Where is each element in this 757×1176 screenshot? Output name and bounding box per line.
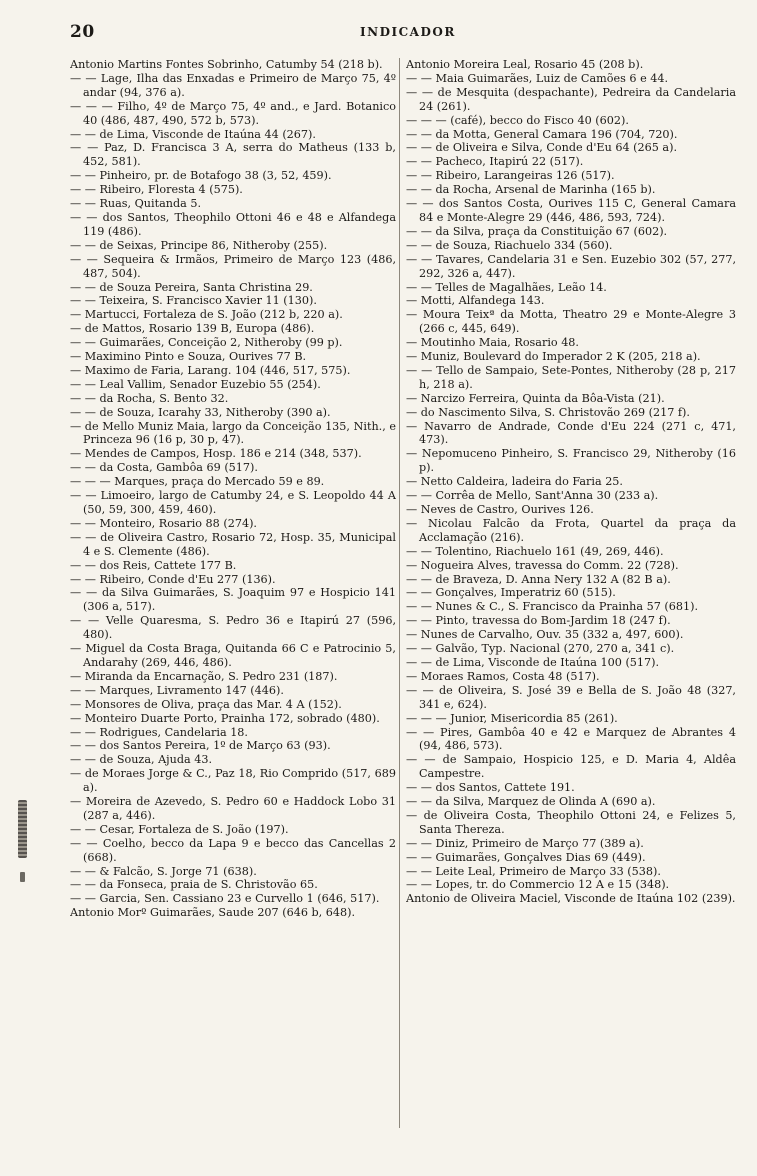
directory-entry: — — de Souza Pereira, Santa Christina 29. [70,280,313,294]
directory-entry: — — de Souza, Riachuelo 334 (560). [406,238,613,252]
directory-entry: Antonio Moreira Leal, Rosario 45 (208 b). [406,58,644,71]
directory-entry: — Monsores de Oliva, praça das Mar. 4 A (152). [70,697,342,711]
directory-entry: — — Velle Quaresma, S. Pedro 36 e Itapirú 27 (596, 480). [70,614,396,642]
directory-entry: — Narcizo Ferreira, Quinta da Bôa-Vista (21). [406,391,665,405]
directory-entry: — Nepomuceno Pinheiro, S. Francisco 29, Nitheroby (16 p). [406,447,736,475]
directory-entry: — Neves de Castro, Ourives 126. [406,503,594,516]
directory-entry: Antonio Morº Guimarães, Saude 207 (646 b, 648). [70,906,356,920]
directory-entry: — — — Marques, praça do Mercado 59 e 89. [70,475,325,489]
directory-entry: — — de Braveza, D. Anna Nery 132 A (82 B a). [406,572,671,586]
directory-entry: — — Cesar, Fortaleza de S. João (197). [70,822,289,836]
directory-entry: — — de Souza, Ajuda 43. [70,753,213,767]
directory-entry: — Navarro de Andrade, Conde d'Eu 224 (271 c, 471, 473). [406,419,736,447]
directory-entry: — — da Fonseca, praia de S. Christovão 65. [70,878,318,892]
directory-entry: — — Telles de Magalhães, Leão 14. [406,280,607,294]
directory-entry: — — Leite Leal, Primeiro de Março 33 (538). [406,864,661,878]
directory-entry: — de Mello Muniz Maia, largo da Conceição 135, Nith., e Princeza 96 (16 p, 30 p, 47). [70,419,396,447]
directory-entry: — Nicolau Falcão da Frota, Quartel da praça da Acclamação (216). [406,516,736,544]
directory-entry: — Miranda da Encarnação, S. Pedro 231 (187). [70,669,338,683]
directory-entry: — — Pinto, travessa do Bom-Jardim 18 (247 f). [406,614,671,628]
directory-entry: — Mendes de Campos, Hosp. 186 e 214 (348, 537). [70,447,362,461]
directory-entry: — Netto Caldeira, ladeira do Faria 25. [406,475,623,489]
directory-entry: — — da Motta, General Camara 196 (704, 720). [406,127,678,141]
directory-entry: — — dos Santos Pereira, 1º de Março 63 (93). [70,739,331,753]
directory-entry: — — Ribeiro, Conde d'Eu 277 (136). [70,572,276,586]
directory-entry: — — de Souza, Icarahy 33, Nitheroby (390 a). [70,405,331,419]
directory-entry: — — Corrêa de Mello, Sant'Anna 30 (233 a). [406,489,659,503]
directory-entry: — — Teixeira, S. Francisco Xavier 11 (130). [70,294,317,308]
margin-ink-dot [20,872,25,882]
left-column [70,58,396,1128]
directory-entry: — de Moraes Jorge & C., Paz 18, Rio Comprido (517, 689 a). [70,767,396,795]
directory-entry: — do Nascimento Silva, S. Christovão 269 (217 f). [406,405,690,419]
directory-entry: — — de Mesquita (despachante), Pedreira da Candelaria 24 (261). [406,85,736,113]
directory-entry: — — de Sampaio, Hospicio 125, e D. Maria 4, Aldêa Campestre. [406,753,736,781]
directory-entry: — — da Silva, praça da Constituição 67 (602). [406,224,668,238]
directory-entry: — Motti, Alfandega 143. [406,294,545,308]
directory-entry: — — Maia Guimarães, Luiz de Camões 6 e 44. [406,71,669,85]
directory-entry: Antonio Martins Fontes Sobrinho, Catumby 54 (218 b). [70,58,383,71]
directory-entry: — Moura Teixª da Motta, Theatro 29 e Monte-Alegre 3 (266 c, 445, 649). [406,308,736,336]
page-number: 20 [70,22,95,42]
directory-entry: — — da Rocha, S. Bento 32. [70,391,229,405]
directory-entry: — — Rodrigues, Candelaria 18. [70,725,248,739]
directory-entry: — — da Silva Guimarães, S. Joaquim 97 e Hospicio 141 (306 a, 517). [70,586,396,614]
directory-entry: — Moraes Ramos, Costa 48 (517). [406,669,600,683]
directory-entry: — Miguel da Costa Braga, Quitanda 66 C e Patrocinio 5, Andarahy (269, 446, 486). [70,642,396,669]
directory-entry: — — Tolentino, Riachuelo 161 (49, 269, 446). [406,544,664,558]
directory-entry: — — Garcia, Sen. Cassiano 23 e Curvello 1 (646, 517). [70,892,380,906]
directory-entry: — — Pinheiro, pr. de Botafogo 38 (3, 52, 459). [70,169,332,183]
directory-entry: — — Guimarães, Conceição 2, Nitheroby (99 p). [70,336,343,350]
directory-entry: — Muniz, Boulevard do Imperador 2 K (205, 218 a). [406,350,701,364]
directory-entry: — — Paz, D. Francisca 3 A, serra do Matheus (133 b, 452, 581). [70,141,396,169]
directory-entry: — de Oliveira Costa, Theophilo Ottoni 24, e Felizes 5, Santa Thereza. [406,808,736,836]
directory-entry: — — Marques, Livramento 147 (446). [70,683,284,697]
directory-entry: — — dos Santos, Cattete 191. [406,781,575,795]
directory-entry: — — — Junior, Misericordia 85 (261). [406,711,618,725]
directory-entry: — de Mattos, Rosario 139 B, Europa (486). [70,322,315,336]
directory-entry: Antonio de Oliveira Maciel, Visconde de Itaúna 102 (239). [406,892,736,906]
directory-entry: — Maximino Pinto e Souza, Ourives 77 B. [70,350,307,364]
directory-columns [70,58,740,1128]
directory-entry: — — Tavares, Candelaria 31 e Sen. Euzebio 302 (57, 277, 292, 326 a, 447). [406,252,736,280]
directory-entry: — — Leal Vallim, Senador Euzebio 55 (254). [70,377,321,391]
directory-entry: — — Guimarães, Gonçalves Dias 69 (449). [406,850,646,864]
directory-entry: — Moutinho Maia, Rosario 48. [406,336,579,350]
directory-entry: — — Tello de Sampaio, Sete-Pontes, Nitheroby (28 p, 217 h, 218 a). [406,363,736,391]
column-divider [399,58,400,1128]
directory-entry: — Nogueira Alves, travessa do Comm. 22 (728). [406,558,679,572]
directory-entry: — — Ribeiro, Floresta 4 (575). [70,183,243,197]
directory-entry: — — de Oliveira Castro, Rosario 72, Hosp. 35, Municipal 4 e S. Clemente (486). [70,530,396,558]
directory-entry: — — Lage, Ilha das Enxadas e Primeiro de Março 75, 4º andar (94, 376 a). [70,71,396,99]
directory-entry: — — Lopes, tr. do Commercio 12 A e 15 (348). [406,878,670,892]
directory-entry: — — da Rocha, Arsenal de Marinha (165 b). [406,183,656,197]
directory-entry: — — Monteiro, Rosario 88 (274). [70,516,257,530]
directory-entry: — — Gonçalves, Imperatriz 60 (515). [406,586,616,600]
directory-entry: — — — (café), becco do Fisco 40 (602). [406,113,629,127]
directory-entry: — — — Filho, 4º de Março 75, 4º and., e Jard. Botanico 40 (486, 487, 490, 572 b, 573). [70,99,396,127]
directory-entry: — — & Falcão, S. Jorge 71 (638). [70,864,257,878]
directory-entry: — — da Costa, Gambôa 69 (517). [70,461,258,475]
directory-entry: — — Diniz, Primeiro de Março 77 (389 a). [406,836,644,850]
directory-entry: — — de Seixas, Principe 86, Nitheroby (255). [70,238,328,252]
directory-entry: — — Galvão, Typ. Nacional (270, 270 a, 341 c). [406,642,675,656]
directory-entry: — — dos Reis, Cattete 177 B. [70,558,237,572]
directory-entry: — — de Lima, Visconde de Itaúna 100 (517). [406,655,660,669]
directory-entry: — Martucci, Fortaleza de S. João (212 b, 220 a). [70,308,343,322]
directory-entry: — — Pacheco, Itapirú 22 (517). [406,155,584,169]
right-column [406,58,736,1128]
directory-entry: — Maximo de Faria, Larang. 104 (446, 517, 575). [70,363,351,377]
directory-entry: — — Ribeiro, Larangeiras 126 (517). [406,169,615,183]
directory-entry: — — dos Santos, Theophilo Ottoni 46 e 48 e Alfandega 119 (486). [70,210,396,238]
directory-entry: — — de Oliveira e Silva, Conde d'Eu 64 (265 a). [406,141,678,155]
directory-entry: — Nunes de Carvalho, Ouv. 35 (332 a, 497, 600). [406,628,684,642]
directory-entry: — — dos Santos Costa, Ourives 115 C, General Camara 84 e Monte-Alegre 29 (446, 486, 593, 724). [406,197,736,224]
directory-entry: — — Coelho, becco da Lapa 9 e becco das Cancellas 2 (668). [70,836,396,864]
directory-entry: — — Sequeira & Irmãos, Primeiro de Março 123 (486, 487, 504). [70,252,396,280]
directory-entry: — Moreira de Azevedo, S. Pedro 60 e Haddock Lobo 31 (287 a, 446). [70,795,396,822]
directory-entry: — — Limoeiro, largo de Catumby 24, e S. Leopoldo 44 A (50, 59, 300, 459, 460). [70,489,396,516]
directory-entry: — — de Lima, Visconde de Itaúna 44 (267). [70,127,316,141]
running-title: INDICADOR [360,25,456,39]
margin-ink-blot [18,800,27,858]
directory-entry: — — Nunes & C., S. Francisco da Prainha 57 (681). [406,600,699,614]
directory-entry: — — de Oliveira, S. José 39 e Bella de S. João 48 (327, 341 e, 624). [406,683,736,711]
directory-entry: — Monteiro Duarte Porto, Prainha 172, sobrado (480). [70,711,380,725]
page-header [70,22,730,42]
directory-entry: — — Ruas, Quitanda 5. [70,197,202,211]
directory-entry: — — Pires, Gambôa 40 e 42 e Marquez de Abrantes 4 (94, 486, 573). [406,725,736,753]
directory-entry: — — da Silva, Marquez de Olinda A (690 a). [406,795,656,809]
